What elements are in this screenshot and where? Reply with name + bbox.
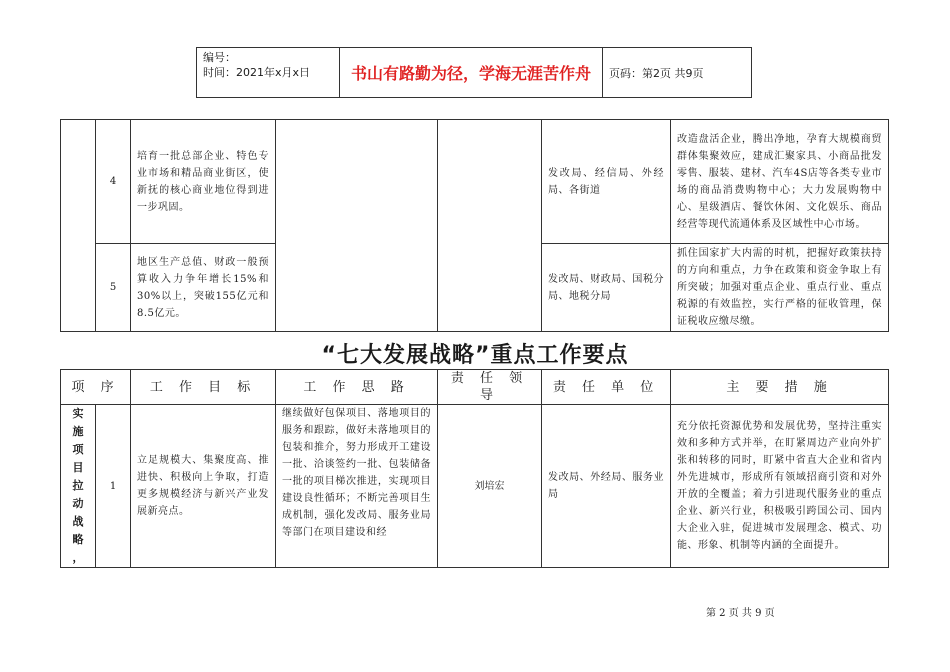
header-page-label: 页码：第2页 共9页 xyxy=(609,66,704,80)
category-char: 拉 xyxy=(72,479,84,492)
goal-cell: 地区生产总值、财政一般预算收入力争年增长15%和30%以上，突破155亿元和8.5亿元。 xyxy=(131,244,276,332)
category-cell xyxy=(61,120,96,332)
row-number: 5 xyxy=(96,244,131,332)
header-motto: 书山有路勤为径，学海无涯苦作舟 xyxy=(340,48,603,97)
row-number: 1 xyxy=(96,405,131,568)
units-cell: 发改局、外经局、服务业局 xyxy=(542,405,671,568)
measures-cell: 抓住国家扩大内需的时机，把握好政策扶持的方向和重点，力争在政策和资金争取上有所突破；加强对重点企业、重点行业、重点税源的有效监控，实行严格的征收管理，保证税收应缴尽缴。 xyxy=(671,244,889,332)
section-title: “七大发展战略”重点工作要点 xyxy=(321,343,629,368)
page-footer: 第 2 页 共 9 页 xyxy=(706,608,775,619)
category-char: 实 xyxy=(72,407,84,420)
row-number: 4 xyxy=(96,120,131,244)
measures-cell: 改造盘活企业，腾出净地，孕育大规模商贸群体集聚效应，建成汇聚家具、小商品批发零售、服装、建材、汽车4S店等各类专业市场的商品消费购物中心；大力发展购物中心、星级酒店、餐饮休闲、文化娱乐、商品经营等现代流通体系及区域性中心市场。 xyxy=(671,120,889,244)
category-char: 动 xyxy=(72,497,84,510)
goal-cell: 培育一批总部企业、特色专业市场和精品商业街区，使新抚的核心商业地位得到进一步巩固。 xyxy=(131,120,276,244)
header-meta xyxy=(197,48,340,97)
goal-cell: 立足规模大、集聚度高、推进快、积极向上争取，打造更多规模经济与新兴产业发展新亮点。 xyxy=(131,405,276,568)
category-char: 项 xyxy=(72,443,84,456)
approach-cell xyxy=(276,120,438,332)
column-header: 工 作 目 标 xyxy=(131,370,276,405)
category-char: 战 xyxy=(72,515,84,528)
column-header: 主 要 措 施 xyxy=(671,370,889,405)
category-char: 施 xyxy=(72,425,84,438)
column-header: 责 任 单 位 xyxy=(542,370,671,405)
page-header xyxy=(196,47,752,98)
category-char: ， xyxy=(72,551,84,564)
table-header-row xyxy=(61,370,889,405)
code-label: 编号： xyxy=(203,51,236,64)
units-cell: 发改局、经信局、外经局、各街道 xyxy=(542,120,671,244)
units-cell: 发改局、财政局、国税分局、地税分局 xyxy=(542,244,671,332)
leader-cell xyxy=(438,120,542,332)
strategy-table xyxy=(60,369,889,568)
approach-cell: 继续做好包保项目、落地项目的服务和跟踪，做好未落地项目的包装和推介，努力形成开工建设一批、洽谈签约一批、包装储备一批的项目梯次推进，实现项目建设良性循环；不断完善项目生成机制，强化发改局、服务业局等部门在项目建设和经 xyxy=(276,405,438,568)
column-header: 责 任 领 导 xyxy=(438,370,542,405)
column-header: 工 作 思 路 xyxy=(276,370,438,405)
category-char: 略 xyxy=(72,533,84,546)
table-row xyxy=(61,120,889,244)
leader-cell: 刘培宏 xyxy=(438,405,542,568)
category-char: 目 xyxy=(72,461,84,474)
time-label: 时间：2021年x月x日 xyxy=(203,66,311,79)
category-cell xyxy=(61,405,96,568)
measures-cell: 充分依托资源优势和发展优势，坚持注重实效和多种方式并举，在盯紧周边产业向外扩张和转移的同时，盯紧中省直大企业和省内外先进城市，形成所有领域招商引资和对外开放的全覆盖；着力引进现代服务业的重点企业、新兴行业，积极吸引跨国公司、国内大企业入驻，促进城市发展理念、模式、功能、形象、机制等内涵的全面提升。 xyxy=(671,405,889,568)
table-row xyxy=(61,405,889,568)
continued-table xyxy=(60,119,889,332)
column-header: 项 序 xyxy=(61,370,131,405)
